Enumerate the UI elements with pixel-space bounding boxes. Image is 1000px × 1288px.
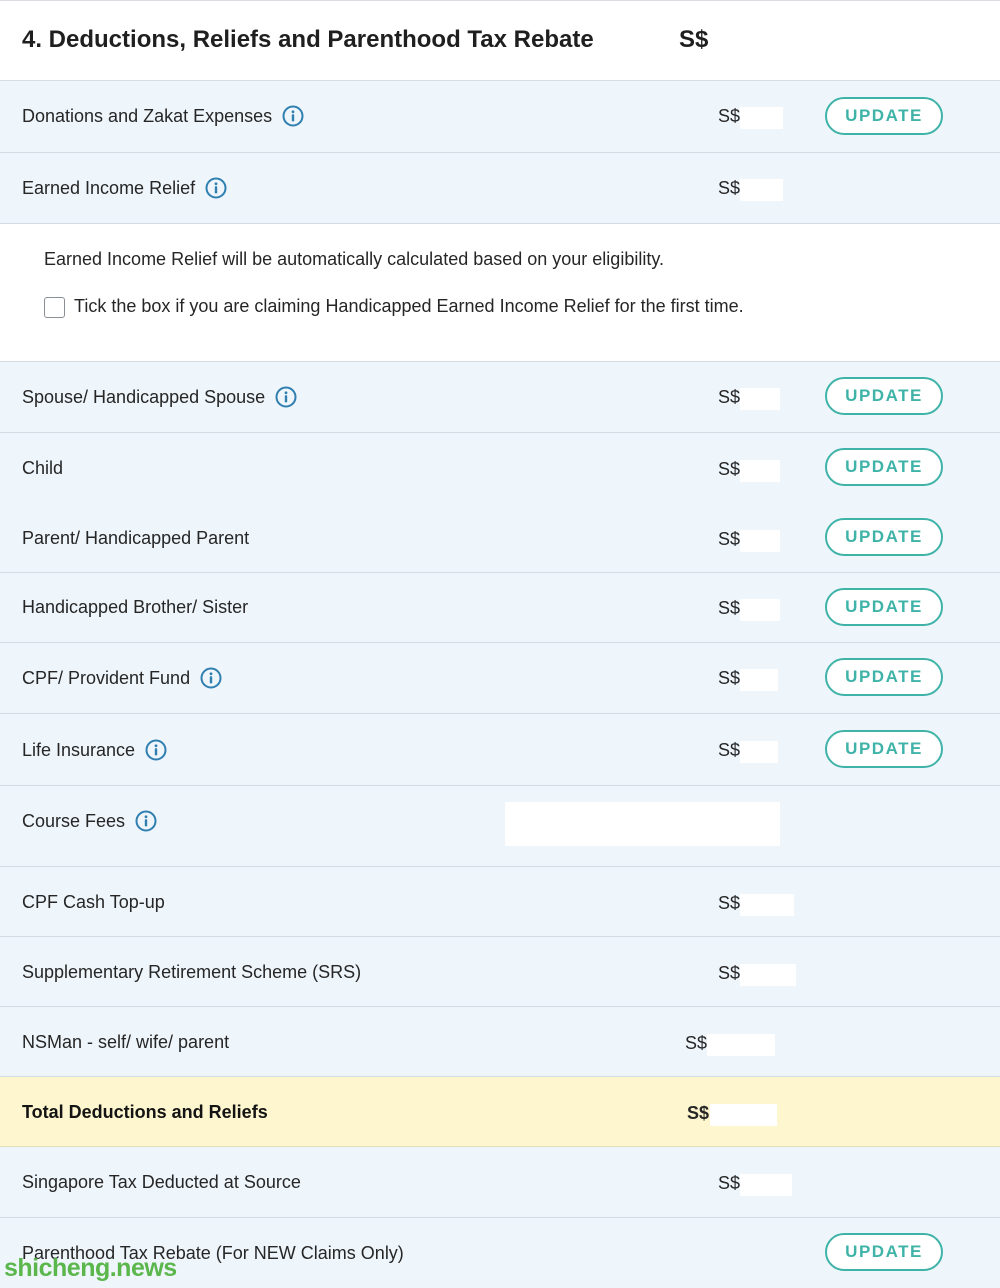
row-label: Course Fees: [22, 810, 126, 831]
earned-income-note-text: Earned Income Relief will be automatically calculated based on your eligibility.: [44, 249, 664, 269]
update-button[interactable]: UPDATE: [825, 377, 943, 415]
row-tax-deducted-at-source: [0, 1147, 1000, 1218]
row-label: Parenthood Tax Rebate (For NEW Claims Only): [22, 1243, 404, 1263]
row-label: Donations and Zakat Expenses: [22, 105, 273, 126]
amount-field: [740, 599, 780, 621]
amount-field: [740, 460, 780, 482]
row-label: CPF Cash Top-up: [22, 892, 165, 912]
row-course-fees: [0, 786, 1000, 867]
row-total-deductions: [0, 1077, 1000, 1147]
row-label: CPF/ Provident Fund: [22, 667, 191, 688]
currency-label: S$: [718, 459, 741, 479]
currency-label: S$: [687, 1103, 710, 1123]
row-label-wrap: [22, 962, 361, 983]
update-button[interactable]: UPDATE: [825, 730, 943, 768]
info-icon[interactable]: [200, 667, 222, 689]
info-icon[interactable]: [135, 810, 157, 832]
currency-label: S$: [718, 178, 741, 198]
amount-field: [740, 179, 783, 201]
row-label: NSMan - self/ wife/ parent: [22, 1032, 230, 1052]
row-cpf: [0, 643, 1000, 714]
row-label-child: Child: [22, 458, 64, 478]
total-label: Total Deductions and Reliefs: [22, 1102, 268, 1122]
handicapped-eir-checkbox[interactable]: [44, 297, 65, 318]
info-icon[interactable]: [205, 177, 227, 199]
row-label-wrap: [22, 458, 63, 479]
row-label-wrap: [22, 177, 227, 199]
currency-label: S$: [718, 598, 741, 618]
row-earned-income-relief: [0, 153, 1000, 224]
row-label: Life Insurance: [22, 739, 136, 760]
section-title: 4. Deductions, Reliefs and Parenthood Tax Rebate: [22, 26, 594, 53]
currency-label: S$: [718, 1173, 741, 1193]
section-currency: S$: [679, 26, 709, 53]
row-label: Singapore Tax Deducted at Source: [22, 1172, 301, 1192]
info-icon[interactable]: [145, 739, 167, 761]
total-amount-field: [710, 1104, 777, 1126]
row-group-child-parent: [0, 433, 1000, 573]
row-donations: [0, 81, 1000, 153]
amount-field: [740, 894, 794, 916]
section-header: [0, 0, 1000, 81]
amount-field: [740, 530, 780, 552]
row-label-wrap: [22, 386, 297, 408]
row-label-wrap: [22, 1172, 301, 1193]
earned-income-note: [0, 224, 1000, 362]
row-spouse: [0, 362, 1000, 433]
row-nsman: [0, 1007, 1000, 1077]
amount-field: [740, 388, 780, 410]
row-label-parent: Parent/ Handicapped Parent: [22, 528, 250, 548]
amount-field: [740, 107, 783, 129]
row-label-wrap: [22, 739, 167, 761]
row-life-insurance: [0, 714, 1000, 786]
update-button[interactable]: UPDATE: [825, 588, 943, 626]
update-button-child[interactable]: UPDATE: [825, 448, 943, 486]
row-label-wrap: [22, 667, 222, 689]
row-label-wrap: [22, 892, 165, 913]
currency-label: S$: [685, 1033, 708, 1053]
currency-label: S$: [718, 963, 741, 983]
currency-label: S$: [718, 668, 741, 688]
row-label-wrap: [22, 1032, 229, 1053]
update-button[interactable]: UPDATE: [825, 97, 943, 135]
currency-label: S$: [718, 106, 741, 126]
row-cpf-cash-topup: [0, 867, 1000, 937]
update-button[interactable]: UPDATE: [825, 1233, 943, 1271]
row-label: Earned Income Relief: [22, 177, 196, 198]
handicapped-eir-checkbox-label: Tick the box if you are claiming Handicapped Earned Income Relief for the first time.: [74, 296, 744, 316]
row-label-wrap: [22, 105, 304, 127]
info-icon[interactable]: [275, 386, 297, 408]
update-button[interactable]: UPDATE: [825, 658, 943, 696]
row-label: Spouse/ Handicapped Spouse: [22, 386, 266, 407]
row-label-wrap: [22, 597, 248, 618]
course-fees-field: [505, 802, 780, 846]
currency-label: S$: [718, 529, 741, 549]
currency-label: S$: [718, 387, 741, 407]
row-label-wrap: [22, 810, 157, 832]
amount-field: [740, 669, 778, 691]
amount-field: [740, 741, 778, 763]
watermark-text: shicheng.news: [4, 1254, 177, 1282]
row-label-wrap: [22, 1102, 268, 1123]
update-button-parent[interactable]: UPDATE: [825, 518, 943, 556]
amount-field: [740, 964, 796, 986]
row-handicapped-sibling: [0, 573, 1000, 643]
amount-field: [740, 1174, 792, 1196]
row-srs: [0, 937, 1000, 1007]
amount-field: [707, 1034, 775, 1056]
row-label: Supplementary Retirement Scheme (SRS): [22, 962, 362, 982]
currency-label: S$: [718, 893, 741, 913]
currency-label: S$: [718, 740, 741, 760]
row-label: Handicapped Brother/ Sister: [22, 597, 249, 617]
info-icon[interactable]: [282, 105, 304, 127]
row-label-wrap: [22, 528, 249, 549]
